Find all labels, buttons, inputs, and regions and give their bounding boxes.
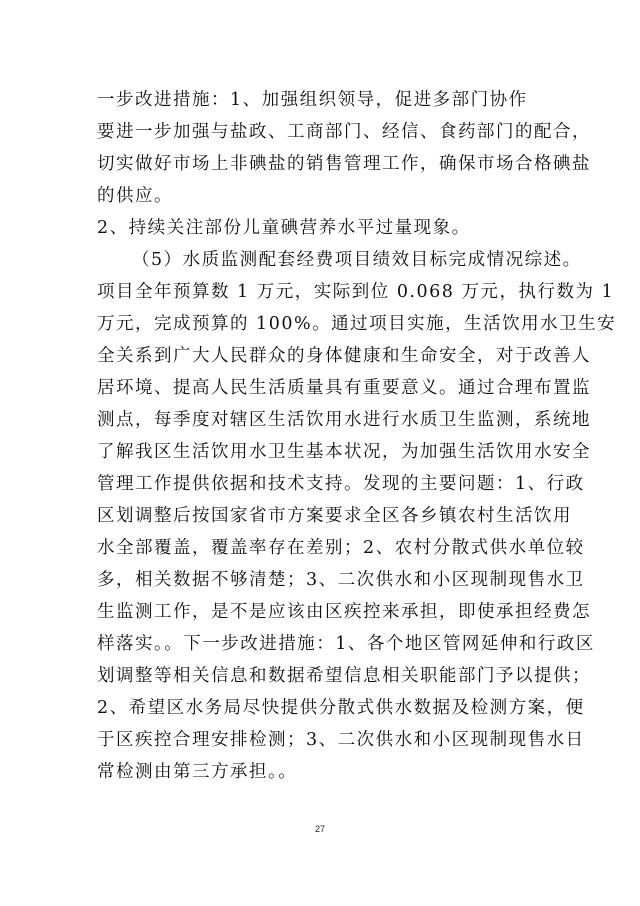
paragraph-3-line-5: 居环境、提高人民生活质量具有重要意义。通过合理布置监 (97, 378, 591, 398)
page-number: 27 (314, 824, 325, 834)
paragraph-3-line-13: 样落实。。下一步改进措施：1、各个地区管网延伸和行政区 (97, 634, 595, 654)
paragraph-3-line-16: 于区疾控合理安排检测；3、二次供水和小区现制现售水日 (97, 730, 585, 750)
paragraph-3-line-15: 2、希望区水务局尽快提供分散式供水数据及检测方案，便 (97, 698, 585, 718)
paragraph-3-line-8: 管理工作提供依据和技术支持。发现的主要问题：1、行政 (97, 474, 585, 494)
paragraph-1-line-1: 一步改进措施：1、加强组织领导，促进多部门协作 (97, 90, 528, 110)
paragraph-3-line-17: 常检测由第三方承担。。 (97, 762, 298, 782)
paragraph-3-line-12: 生监测工作，是不是应该由区疾控来承担，即使承担经费怎 (97, 602, 591, 622)
paragraph-3-line-6: 测点，每季度对辖区生活饮用水进行水质卫生监测，系统地 (97, 410, 591, 430)
paragraph-3-line-10: 水全部覆盖，覆盖率存在差别；2、农村分散式供水单位较 (97, 538, 585, 558)
paragraph-2-line-1: 2、持续关注部份儿童碘营养水平过量现象。 (97, 218, 471, 238)
paragraph-3-line-9: 区划调整后按国家省市方案要求全区各乡镇农村生活饮用 (97, 506, 572, 526)
paragraph-3-line-2: 项目全年预算数 1 万元，实际到位 0.068 万元，执行数为 1 (97, 282, 615, 302)
paragraph-1-line-2: 要进一步加强与盐政、工商部门、经信、食药部门的配合， (97, 122, 591, 142)
paragraph-3-line-11: 多，相关数据不够清楚；3、二次供水和小区现制现售水卫 (97, 570, 585, 590)
paragraph-1-line-3: 切实做好市场上非碘盐的销售管理工作，确保市场合格碘盐 (97, 154, 591, 174)
paragraph-3-line-4: 全关系到广大人民群众的身体健康和生命安全，对于改善人 (97, 346, 591, 366)
paragraph-1-line-4: 的供应。 (97, 186, 173, 206)
paragraph-3-heading: （5）水质监测配套经费项目绩效目标完成情况综述。 (132, 250, 582, 270)
paragraph-3-line-14: 划调整等相关信息和数据希望信息相关职能部门予以提供； (97, 666, 591, 686)
paragraph-3-line-3: 万元，完成预算的 100%。通过项目实施，生活饮用水卫生安 (97, 314, 617, 334)
paragraph-3-line-7: 了解我区生活饮用水卫生基本状况，为加强生活饮用水安全 (97, 442, 591, 462)
